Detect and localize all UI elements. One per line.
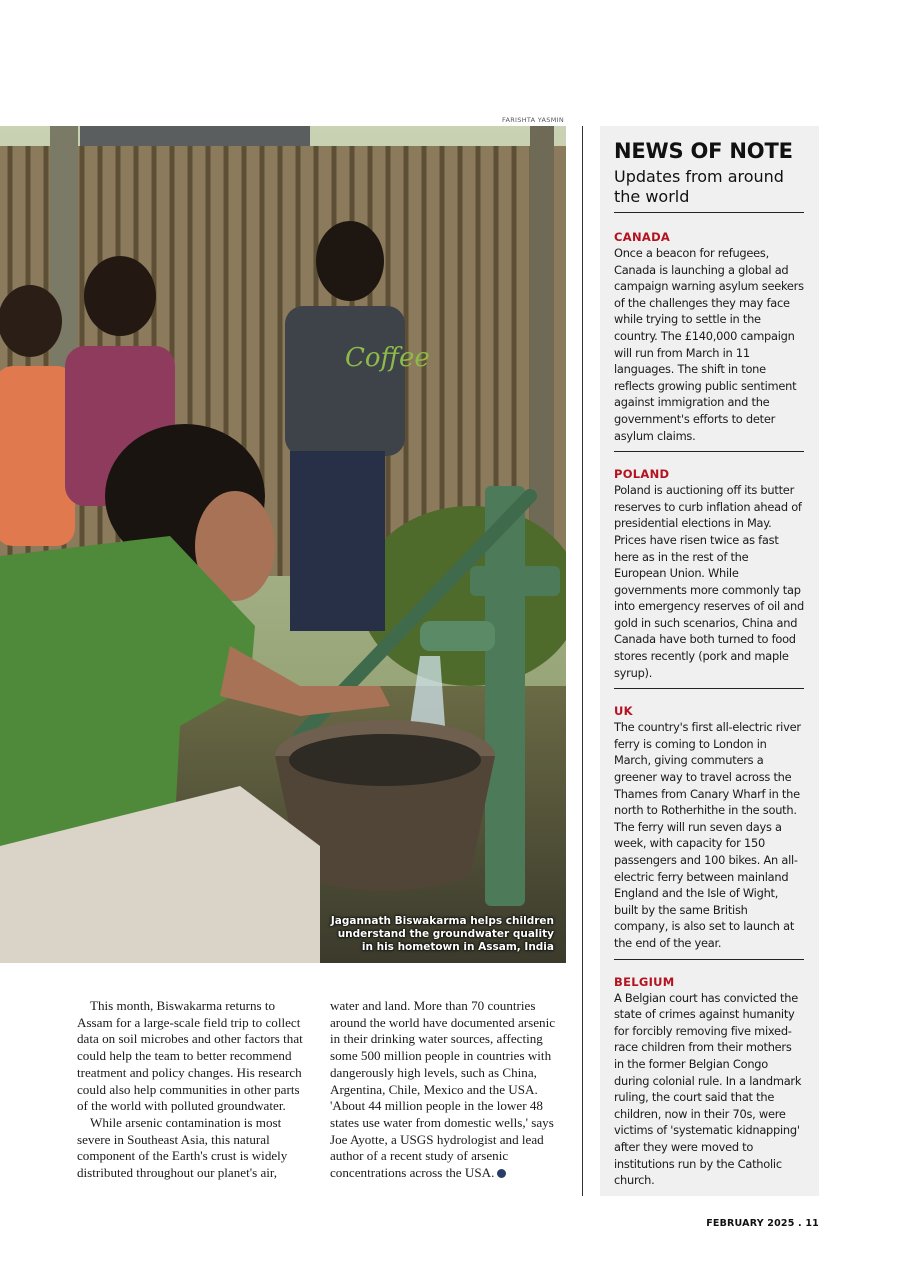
sidebar-subtitle: Updates from around the world: [614, 167, 804, 213]
page-folio: FEBRUARY 2025 . 11: [706, 1218, 819, 1229]
news-item-heading: BELGIUM: [614, 974, 675, 989]
photo-credit: FARISHTA YASMIN: [502, 116, 564, 124]
photo-illustration: [0, 126, 566, 963]
news-item-heading: UK: [614, 704, 633, 719]
news-item-poland: [614, 452, 804, 689]
article-paragraph: While arsenic contamination is most severe in Southeast Asia, this natural component of the Earth's crust is widely distributed throughout our planet's air,: [77, 1114, 288, 1181]
news-item-uk: [614, 689, 804, 959]
news-item-body: The country's first all-electric river ferry is coming to London in March, giving commuters a greener way to travel across the Thames from Canary Wharf in the north to Rotherhithe in the south. The ferry will run seven days a week, with capacity for 150 passengers and 100 bikes. An all-electric ferry between mainland England and the Isle of Wight, built by the same British company, is also set to launch at the end of the year.: [614, 720, 801, 950]
news-item-canada: [614, 213, 804, 452]
news-of-note-sidebar: [600, 126, 819, 1196]
news-item-body: Poland is auctioning off its butter reserves to curb inflation ahead of presidential elections in May. Prices have risen twice as fast here as in the rest of the European Union. While governments more commonly tap into emergency reserves of oil and gold in such scenarios, China and Canada have both turned to food stores recently (pork and maple syrup).: [614, 483, 804, 680]
news-item-heading: POLAND: [614, 467, 670, 482]
article-paragraph-end: [330, 998, 566, 1182]
photo-caption: Jagannath Biswakarma helps children understand the groundwater quality in his hometown in Assam, India: [330, 915, 554, 953]
article-column-1: [77, 998, 313, 1182]
article-column-2: [330, 998, 566, 1182]
end-mark-icon: [497, 1169, 506, 1178]
news-item-belgium: [614, 960, 804, 1196]
sidebar-title: NEWS OF NOTE: [614, 139, 793, 163]
news-item-heading: CANADA: [614, 230, 671, 244]
article-paragraph: This month, Biswakarma returns to Assam for a large-scale field trip to collect data on soil microbes and other factors that could help the team to better recommend treatment and policy changes. His research could also help communities in other parts of the world with polluted groundwater.: [77, 998, 303, 1114]
news-item-body: Once a beacon for refugees, Canada is launching a global ad campaign warning asylum seekers of the challenges they may face while trying to settle in the country. The £140,000 campaign will run from March in 11 languages. The shift in tone reflects growing public sentiment against immigration and the government's efforts to deter asylum claims.: [614, 246, 804, 443]
svg-text:Coffee: Coffee: [345, 343, 430, 373]
article-paragraph-text: water and land. More than 70 countries around the world have documented arsenic in their drinking water sources, affecting some 500 million people in countries with dangerously high levels, such as China, Argentina, Chile, Mexico and the USA. 'About 44 million people in the lower 48 states use water from domestic wells,' says Joe Ayotte, a USGS hydrologist and lead author of a recent study of arsenic concentrations across the USA.: [330, 998, 556, 1181]
feature-photo: [0, 126, 566, 963]
column-divider: [582, 126, 583, 1196]
news-item-body: A Belgian court has convicted the state of crimes against humanity for forcibly removing five mixed-race children from their mothers in the former Belgian Congo during colonial rule. In a landmark ruling, the court said that the children, now in their 70s, were victims of 'systematic kidnapping' after they were moved to institutions run by the Catholic church.: [614, 990, 802, 1188]
